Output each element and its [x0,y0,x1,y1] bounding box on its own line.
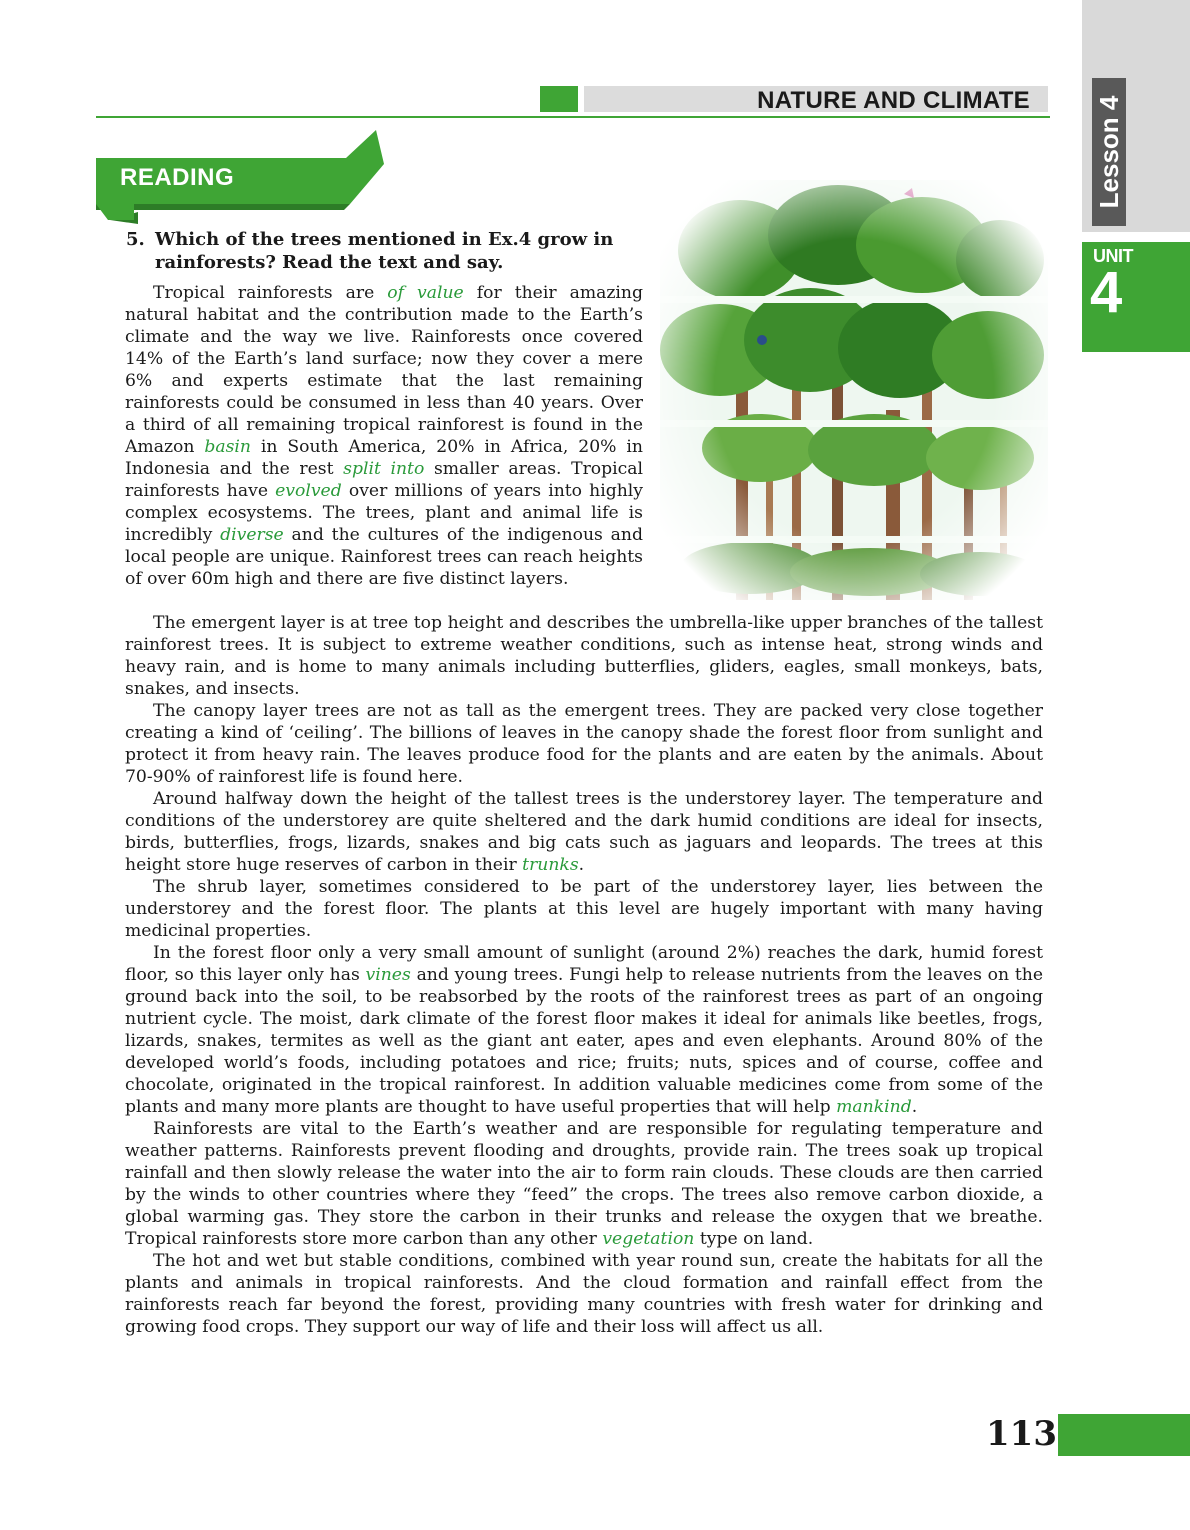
text-span: Tropical rainforests are [153,283,388,303]
text-span: in South America, 20% in Africa, 20% in Indonesia and the rest [125,437,643,479]
unit-number: 4 [1090,260,1123,325]
exercise-question [126,228,656,274]
lesson-label: Lesson 4 [1094,95,1124,209]
paragraph-understorey [125,788,1043,876]
header-accent-block [540,86,578,112]
paragraph-emergent: The emergent layer is at tree top height and describes the umbrella-like upper branches of the tallest rainforest trees. It is subject to extreme weather conditions, such as intense heat, strong winds and heavy rain, and is home to many animals including butterflies, gliders, eagles, small monkeys, bats, snakes, and insects. [125,613,1043,699]
text-span: In the forest floor only a very small amount of sunlight (around 2%) reaches the dark, humid forest floor, so this layer only has [125,943,1043,985]
exercise-question-line-1: Which of the trees mentioned in Ex.4 grow in [155,229,614,250]
keyword: evolved [275,481,342,501]
section-title: NATURE AND CLIMATE [757,87,1030,114]
text-span: Around halfway down the height of the tallest trees is the understorey layer. The temperature and conditions of the understorey are quite sheltered and the dark humid conditions are ideal for insects, birds, butterflies, frogs, lizards, snakes and big cats such as jaguars and leopards. The trees at this height store huge reserves of carbon in their [125,789,1043,875]
text-span: Rainforests are vital to the Earth’s weather and are responsible for regulating temperature and weather patterns. Rainforests prevent flooding and droughts, provide rain. The trees soak up tropical rainfall and then slowly release the water into the air to form rain clouds. These clouds are then carried by the winds to other countries where they “feed” the crops. The trees also remove carbon dioxide, a global warming gas. They store the carbon in their trunks and release the oxygen that we breathe. Tropical rainforests store more carbon than any other [125,1119,1043,1249]
keyword: mankind [836,1097,912,1117]
text-span: smaller areas. Tropical rainforests have [125,459,644,501]
paragraph-canopy: The canopy layer trees are not as tall as the emergent trees. They are packed very close together creating a kind of ‘ceiling’. The billions of leaves in the canopy shade the forest floor from sunlight and protect it from heavy rain. The leaves produce food for the plants and are eaten by the animals. About 70-90% of rainforest life is found here. [125,701,1043,787]
keyword: of value [387,283,464,303]
text-span: over millions of years into highly complex ecosystems. The trees, plant and animal life is incredibly [125,481,643,545]
keyword: trunks [522,855,579,875]
text-span: . [911,1097,918,1117]
paragraph-forest-floor [125,942,1043,1118]
keyword: split into [343,459,425,479]
text-span: and the cultures of the indigenous and local people are unique. Rainforest trees can reach heights of over 60m high and there are five distinct layers. [125,525,643,589]
header-rule [96,116,1050,118]
paragraph-shrub: The shrub layer, sometimes considered to be part of the understorey layer, lies between the understorey and the forest floor. The plants at this level are hugely important with many having medicinal properties. [125,877,1043,941]
keyword: diverse [220,525,284,545]
paragraph-weather [125,1118,1043,1250]
page-number: 113 [986,1414,1057,1454]
footer-accent-bar [1058,1414,1190,1456]
exercise-number: 5. [126,229,145,250]
rainforest-layers-illustration [660,180,1048,600]
unit-label: UNIT [1093,246,1133,266]
text-span: and young trees. Fungi help to release nutrients from the leaves on the ground back into the soil, to be reabsorbed by the roots of the rainforest trees as part of an ongoing nutrient cycle. The moist, dark climate of the forest floor makes it ideal for animals like beetles, frogs, lizards, snakes, termites as well as the giant ant eater, apes and even elephants. Around 80% of the developed world’s foods, including potatoes and rice; fruits; nuts, spices and of course, coffee and chocolate, originated in the tropical rainforest. In addition valuable medicines come from some of the plants and many more plants are thought to have useful properties that will help [125,965,1043,1117]
article-body [125,612,1043,1338]
text-span: for their amazing natural habitat and the contribution made to the Earth’s climate and the way we live. Rainforests once covered 14% of the Earth’s land surface; now they cover a mere 6% and experts estimate that the last remaining rainforests could be consumed in less than 40 years. Over a third of all remaining tropical rainforest is found in the Amazon [125,283,643,457]
paragraph-conclusion: The hot and wet but stable conditions, combined with year round sun, create the habitats for all the plants and animals in tropical rainforests. And the cloud formation and rainfall effect from the rainforests reach far beyond the forest, providing many countries with fresh water for drinking and growing food crops. They support our way of life and their loss will affect us all. [125,1251,1043,1337]
text-span: type on land. [694,1229,814,1249]
intro-column [125,282,643,590]
paragraph-intro [125,282,643,590]
keyword: vines [365,965,411,985]
keyword: basin [204,437,251,457]
text-span: . [578,855,585,875]
keyword: vegetation [602,1229,695,1249]
exercise-question-line-2: rainforests? Read the text and say. [155,252,504,273]
reading-label: READING [120,164,235,191]
